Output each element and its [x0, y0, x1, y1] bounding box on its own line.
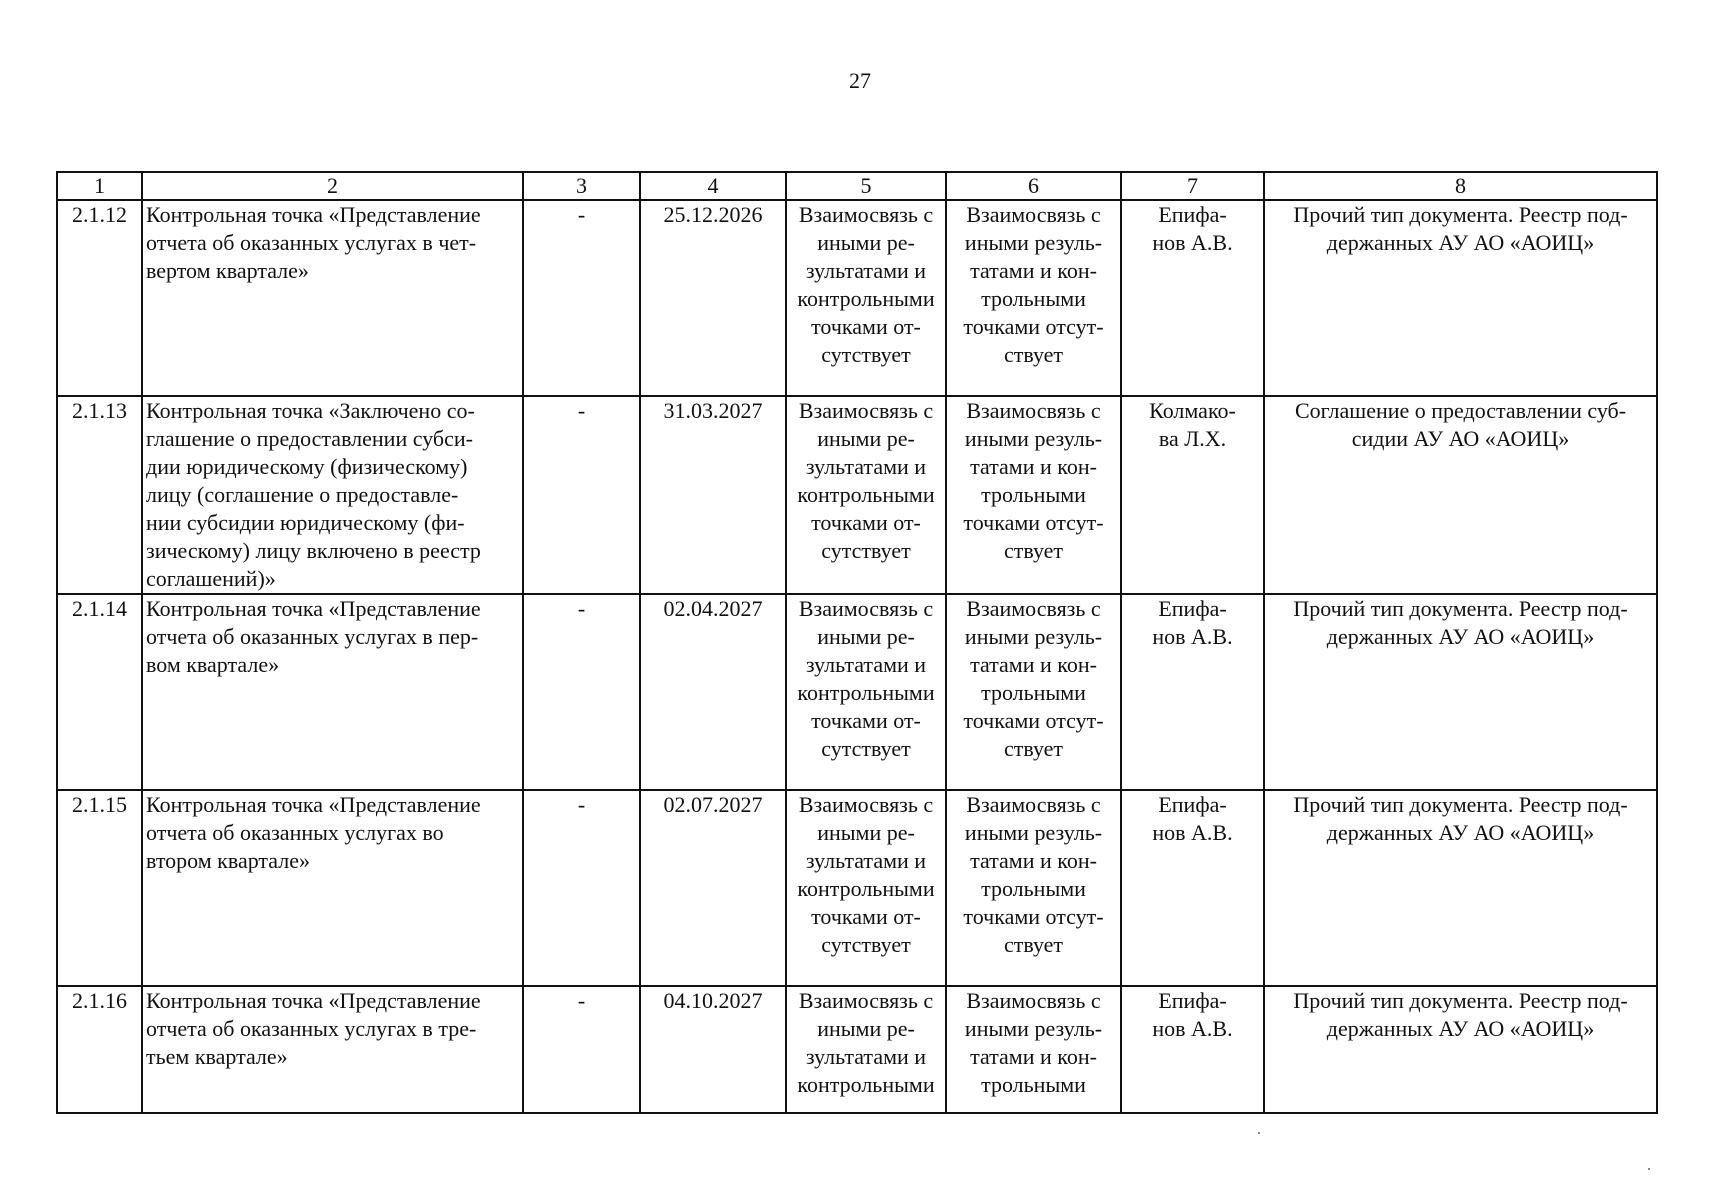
due-date-text: 02.07.2027	[663, 792, 763, 817]
table-header	[57, 172, 1657, 200]
relation-col-5-text: Взаимосвязь с иными ре- зультатами и контрольными точками от- сутствует	[797, 202, 935, 367]
document-type-text: Прочий тип документа. Реестр под- держанных АУ АО «АОИЦ»	[1293, 988, 1628, 1041]
responsible-person	[1121, 200, 1264, 396]
control-point-name	[142, 790, 523, 986]
responsible-person	[1121, 986, 1264, 1113]
relation-col-5	[786, 594, 946, 790]
page-number: 27	[849, 68, 871, 93]
relation-col-5-text: Взаимосвязь с иными ре- зультатами и контрольными	[797, 988, 935, 1097]
scan-speck	[1648, 1168, 1650, 1170]
relation-col-5	[786, 396, 946, 594]
row-number	[57, 790, 142, 986]
control-point-name	[142, 396, 523, 594]
control-point-name-text: Контрольная точка «Представление отчета об оказанных услугах в чет- вертом квартале»	[146, 202, 481, 283]
row-number-text: 2.1.16	[72, 988, 127, 1013]
table-row	[57, 200, 1657, 396]
relation-col-6-text: Взаимосвязь с иными резуль- татами и кон- трольными точками отсут- ствует	[963, 792, 1104, 957]
column-3-value	[523, 594, 640, 790]
responsible-person-text: Колмако- ва Л.Х.	[1149, 398, 1236, 451]
document-type-text: Соглашение о предоставлении суб- сидии АУ АО «АОИЦ»	[1294, 398, 1627, 451]
relation-col-6	[946, 986, 1121, 1113]
due-date	[640, 790, 786, 986]
document-type	[1264, 594, 1657, 790]
due-date-text: 04.10.2027	[663, 988, 763, 1013]
due-date	[640, 986, 786, 1113]
table-row	[57, 396, 1657, 594]
relation-col-5	[786, 986, 946, 1113]
control-points-table	[56, 171, 1658, 1114]
control-point-name-text: Контрольная точка «Представление отчета об оказанных услугах во втором квартале»	[146, 792, 481, 873]
column-3-text: -	[577, 988, 586, 1013]
relation-col-6	[946, 594, 1121, 790]
relation-col-5	[786, 200, 946, 396]
row-number-text: 2.1.14	[72, 596, 127, 621]
relation-col-6	[946, 790, 1121, 986]
header-col-1: 1	[57, 172, 142, 200]
due-date-text: 02.04.2027	[663, 596, 763, 621]
relation-col-6-text: Взаимосвязь с иными резуль- татами и кон- трольными точками отсут- ствует	[963, 596, 1104, 761]
document-type-text: Прочий тип документа. Реестр под- держанных АУ АО «АОИЦ»	[1293, 792, 1628, 845]
responsible-person-text: Епифа- нов А.В.	[1152, 988, 1233, 1041]
relation-col-5-text: Взаимосвязь с иными ре- зультатами и контрольными точками от- сутствует	[797, 398, 935, 563]
responsible-person	[1121, 396, 1264, 594]
header-col-2: 2	[142, 172, 523, 200]
header-col-3: 3	[523, 172, 640, 200]
header-col-8: 8	[1264, 172, 1657, 200]
table-row	[57, 790, 1657, 986]
scan-speck	[1258, 1132, 1260, 1134]
control-point-name	[142, 594, 523, 790]
relation-col-6	[946, 200, 1121, 396]
relation-col-6-text: Взаимосвязь с иными резуль- татами и кон- трольными точками отсут- ствует	[963, 202, 1104, 367]
control-point-name	[142, 200, 523, 396]
control-point-name-text: Контрольная точка «Представление отчета об оказанных услугах в пер- вом квартале»	[146, 596, 481, 677]
responsible-person-text: Епифа- нов А.В.	[1152, 202, 1233, 255]
header-col-4: 4	[640, 172, 786, 200]
relation-col-6-text: Взаимосвязь с иными резуль- татами и кон- трольными	[964, 988, 1103, 1097]
control-point-name	[142, 986, 523, 1113]
relation-col-6	[946, 396, 1121, 594]
header-row	[57, 172, 1657, 200]
relation-col-5-text: Взаимосвязь с иными ре- зультатами и контрольными точками от- сутствует	[797, 792, 935, 957]
row-number-text: 2.1.13	[72, 398, 127, 423]
document-type	[1264, 986, 1657, 1113]
document-type	[1264, 790, 1657, 986]
row-number	[57, 594, 142, 790]
header-col-6: 6	[946, 172, 1121, 200]
document-type	[1264, 396, 1657, 594]
due-date-text: 31.03.2027	[663, 398, 763, 423]
responsible-person-text: Епифа- нов А.В.	[1152, 596, 1233, 649]
column-3-text: -	[577, 398, 586, 423]
relation-col-6-text: Взаимосвязь с иными резуль- татами и кон- трольными точками отсут- ствует	[963, 398, 1104, 563]
relation-col-5	[786, 790, 946, 986]
row-number	[57, 396, 142, 594]
column-3-value	[523, 200, 640, 396]
relation-col-5-text: Взаимосвязь с иными ре- зультатами и контрольными точками от- сутствует	[797, 596, 935, 761]
document-type	[1264, 200, 1657, 396]
table-row	[57, 986, 1657, 1113]
column-3-value	[523, 396, 640, 594]
header-col-7: 7	[1121, 172, 1264, 200]
column-3-text: -	[577, 596, 586, 621]
responsible-person-text: Епифа- нов А.В.	[1152, 792, 1233, 845]
responsible-person	[1121, 790, 1264, 986]
due-date	[640, 200, 786, 396]
document-type-text: Прочий тип документа. Реестр под- держанных АУ АО «АОИЦ»	[1293, 596, 1628, 649]
row-number-text: 2.1.12	[72, 202, 127, 227]
due-date	[640, 396, 786, 594]
control-point-name-text: Контрольная точка «Заключено со- глашение о предоставлении субси- дии юридическому (физическому) лицу (соглашение о предоставле- нии субсидии юридическому (фи- зическому) лицу включено в реестр соглашений)»	[146, 398, 481, 591]
column-3-text: -	[577, 792, 586, 817]
responsible-person	[1121, 594, 1264, 790]
header-col-5: 5	[786, 172, 946, 200]
due-date	[640, 594, 786, 790]
control-point-name-text: Контрольная точка «Представление отчета об оказанных услугах в тре- тьем квартале»	[146, 988, 481, 1069]
document-type-text: Прочий тип документа. Реестр под- держанных АУ АО «АОИЦ»	[1293, 202, 1628, 255]
row-number-text: 2.1.15	[72, 792, 127, 817]
column-3-value	[523, 986, 640, 1113]
row-number	[57, 986, 142, 1113]
column-3-text: -	[577, 202, 586, 227]
row-number	[57, 200, 142, 396]
due-date-text: 25.12.2026	[663, 202, 763, 227]
table-row	[57, 594, 1657, 790]
column-3-value	[523, 790, 640, 986]
